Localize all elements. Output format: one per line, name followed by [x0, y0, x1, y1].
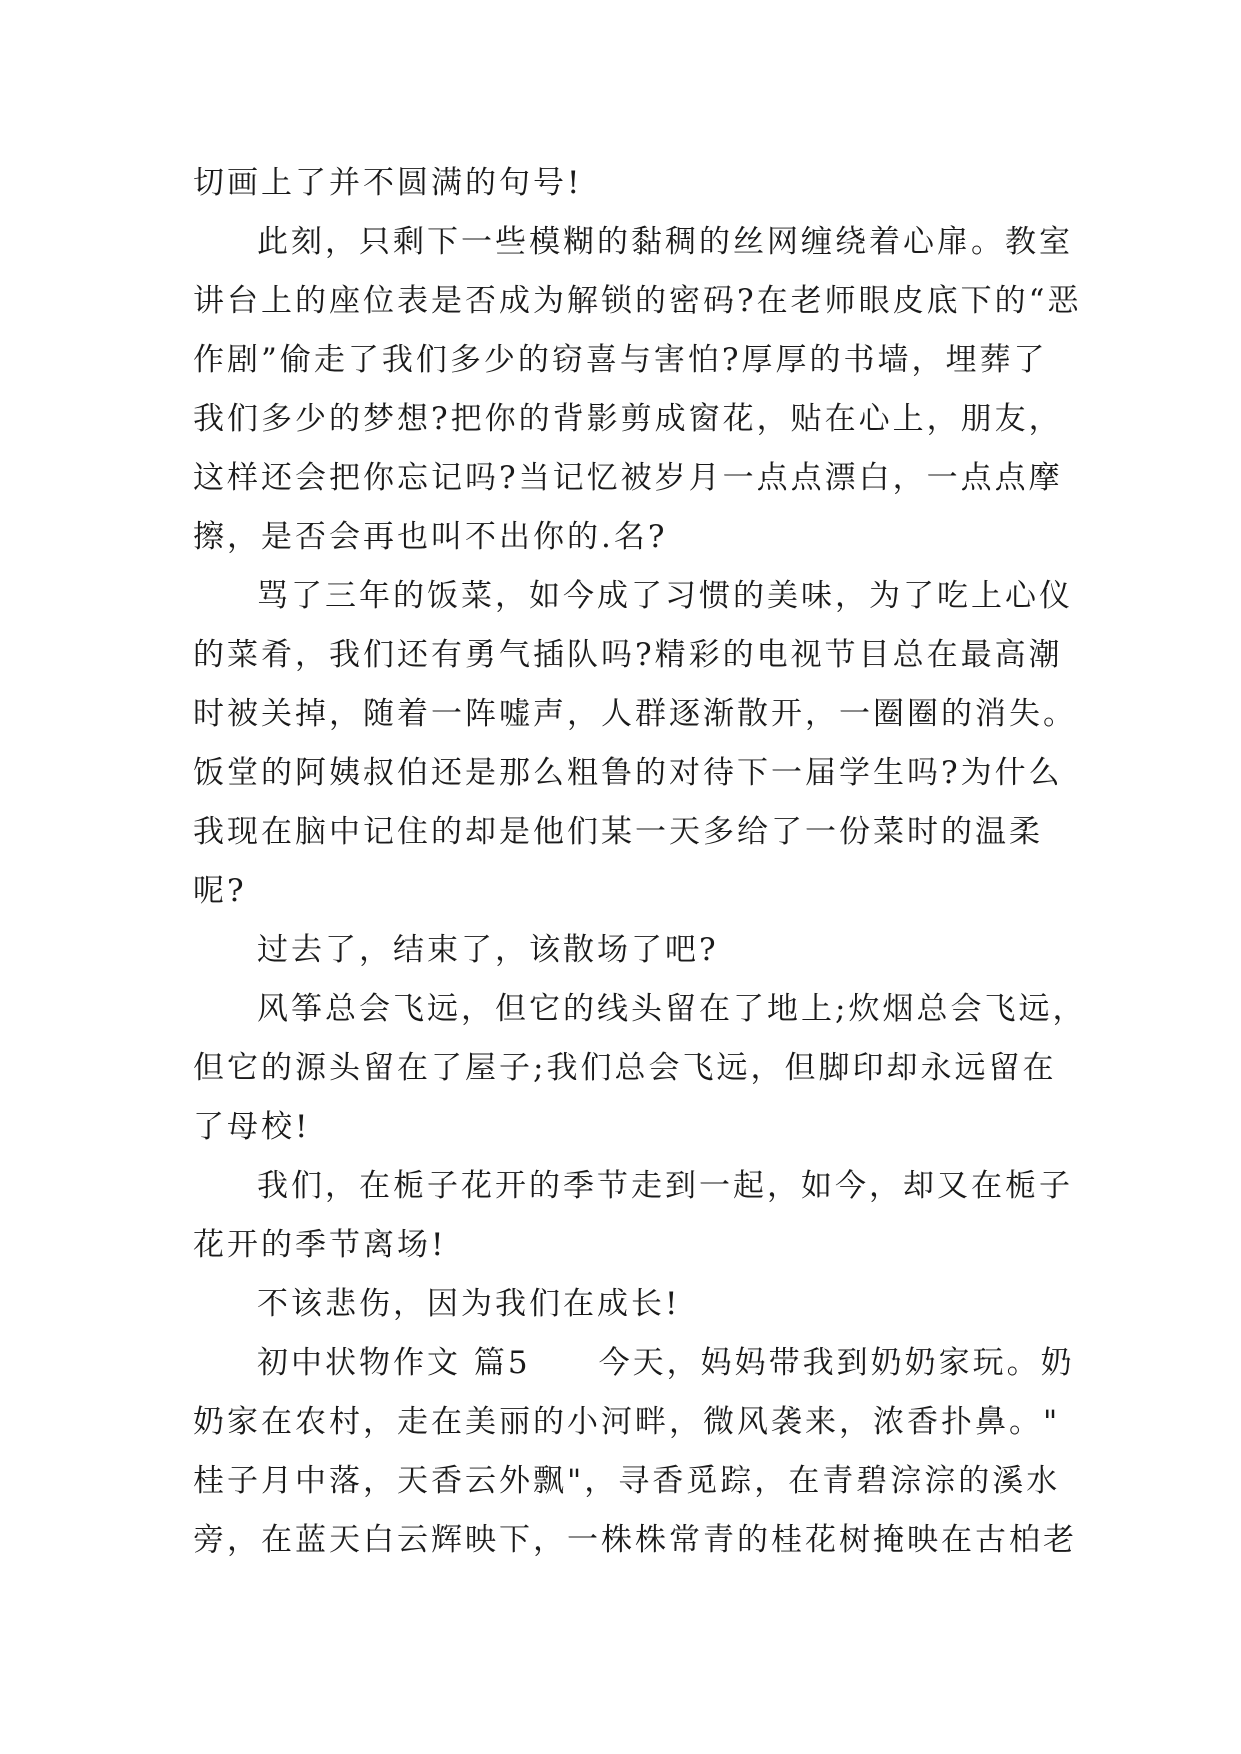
text-line: 呢? — [193, 873, 247, 909]
text-line: 了母校! — [193, 1109, 311, 1145]
article-body — [193, 154, 1087, 1570]
text-line: 擦，是否会再也叫不出你的.名? — [193, 519, 668, 555]
text-line: 风筝总会飞远，但它的线头留在了地上;炊烟总会飞远， — [257, 991, 1087, 1027]
text-line: 过去了，结束了，该散场了吧? — [257, 932, 719, 968]
text-line: 饭堂的阿姨叔伯还是那么粗鲁的对待下一届学生吗?为什么 — [193, 755, 1063, 791]
text-line: 我现在脑中记住的却是他们某一天多给了一份菜时的温柔 — [193, 814, 1043, 850]
text-line: 奶家在农村，走在美丽的小河畔，微风袭来，浓香扑鼻。" — [193, 1404, 1061, 1440]
text-line: 花开的季节离场! — [193, 1227, 447, 1263]
text-line: 我们，在栀子花开的季节走到一起，如今，却又在栀子 — [257, 1168, 1073, 1204]
text-line: 旁，在蓝天白云辉映下，一株株常青的桂花树掩映在古柏老 — [193, 1522, 1077, 1558]
text-line: 但它的源头留在了屋子;我们总会飞远，但脚印却永远留在 — [193, 1050, 1057, 1086]
text-line: 不该悲伤，因为我们在成长! — [257, 1286, 681, 1322]
text-line: 切画上了并不圆满的句号! — [193, 165, 583, 201]
text-line: 我们多少的梦想?把你的背影剪成窗花，贴在心上，朋友， — [193, 401, 1063, 437]
text-line: 的菜肴，我们还有勇气插队吗?精彩的电视节目总在最高潮 — [193, 637, 1063, 673]
text-line: 桂子月中落，天香云外飘"，寻香觅踪，在青碧淙淙的溪水 — [193, 1463, 1061, 1499]
text-line: 这样还会把你忘记吗?当记忆被岁月一点点漂白，一点点摩 — [193, 460, 1063, 496]
text-line: 此刻，只剩下一些模糊的黏稠的丝网缠绕着心扉。教室 — [257, 224, 1073, 260]
text-line: 时被关掉，随着一阵嘘声，人群逐渐散开，一圈圈的消失。 — [193, 696, 1077, 732]
text-line: 讲台上的座位表是否成为解锁的密码?在老师眼皮底下的“恶 — [193, 283, 1082, 319]
text-line: 骂了三年的饭菜，如今成了习惯的美味，为了吃上心仪 — [257, 578, 1073, 614]
text-line: 初中状物作文 篇5 今天，妈妈带我到奶奶家玩。奶 — [257, 1345, 1075, 1381]
text-line: 作剧”偷走了我们多少的窃喜与害怕?厚厚的书墙，埋葬了 — [193, 342, 1048, 378]
